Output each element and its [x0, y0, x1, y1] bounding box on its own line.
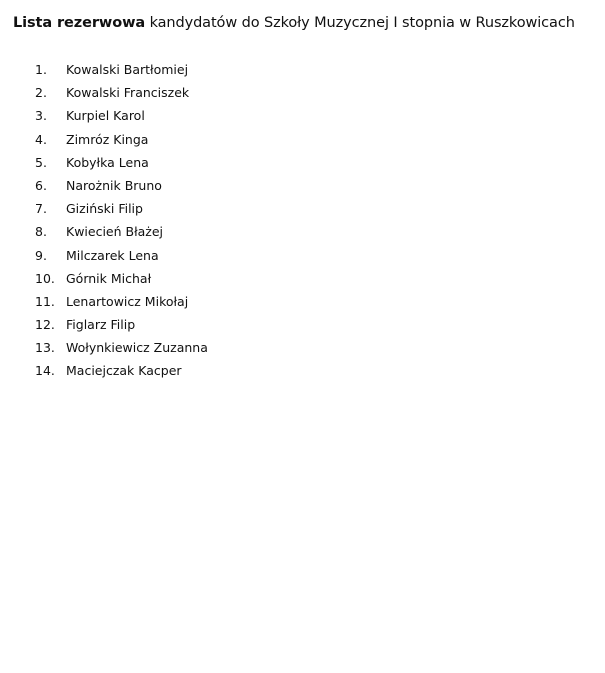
item-number: 12.	[35, 317, 55, 333]
candidate-name: Górnik Michał	[66, 270, 152, 286]
candidate-name: Kowalski Bartłomiej	[66, 62, 189, 77]
item-number: 6.	[35, 177, 47, 193]
candidate-name: Lenartowicz Mikołaj	[66, 293, 189, 309]
heading-rest-part: kandydatów do Szkoły Muzycznej I stopnia w Ruszkowicach	[145, 15, 575, 31]
item-number: 14.	[35, 363, 55, 379]
candidate-name: Milczarek Lena	[66, 247, 159, 263]
list-item	[35, 128, 208, 151]
list-item	[35, 313, 208, 336]
item-number: 10.	[35, 270, 55, 286]
list-item	[35, 81, 208, 104]
candidate-name: Figlarz Filip	[66, 317, 136, 333]
list-item	[35, 104, 208, 127]
candidate-name: Kowalski Franciszek	[66, 85, 190, 101]
list-item	[35, 58, 208, 81]
item-number: 11.	[35, 293, 55, 309]
item-number: 7.	[35, 201, 47, 217]
item-number: 1.	[35, 62, 47, 77]
item-number: 4.	[35, 131, 47, 147]
candidate-name: Wołynkiewicz Zuzanna	[66, 340, 208, 356]
candidate-name: Kobyłka Lena	[66, 154, 149, 170]
candidate-name: Kwiecień Błażej	[66, 224, 164, 240]
candidate-list	[35, 58, 208, 383]
candidate-name: Giziński Filip	[66, 201, 143, 217]
document-heading	[13, 13, 575, 33]
candidate-name: Narożnik Bruno	[66, 177, 162, 193]
item-number: 8.	[35, 224, 47, 240]
item-number: 2.	[35, 85, 47, 101]
candidate-name: Maciejczak Kacper	[66, 363, 182, 379]
heading-bold-part: Lista rezerwowa	[13, 15, 146, 31]
list-item	[35, 220, 208, 243]
item-number: 5.	[35, 154, 47, 170]
candidate-name: Zimróz Kinga	[66, 131, 149, 147]
list-item	[35, 151, 208, 174]
item-number: 3.	[35, 108, 47, 124]
list-item	[35, 174, 208, 197]
candidate-name: Kurpiel Karol	[66, 108, 145, 124]
item-number: 9.	[35, 247, 47, 263]
list-item	[35, 359, 208, 382]
list-item	[35, 336, 208, 359]
list-item	[35, 290, 208, 313]
item-number: 13.	[35, 340, 55, 356]
list-item	[35, 244, 208, 267]
list-item	[35, 267, 208, 290]
list-item	[35, 197, 208, 220]
